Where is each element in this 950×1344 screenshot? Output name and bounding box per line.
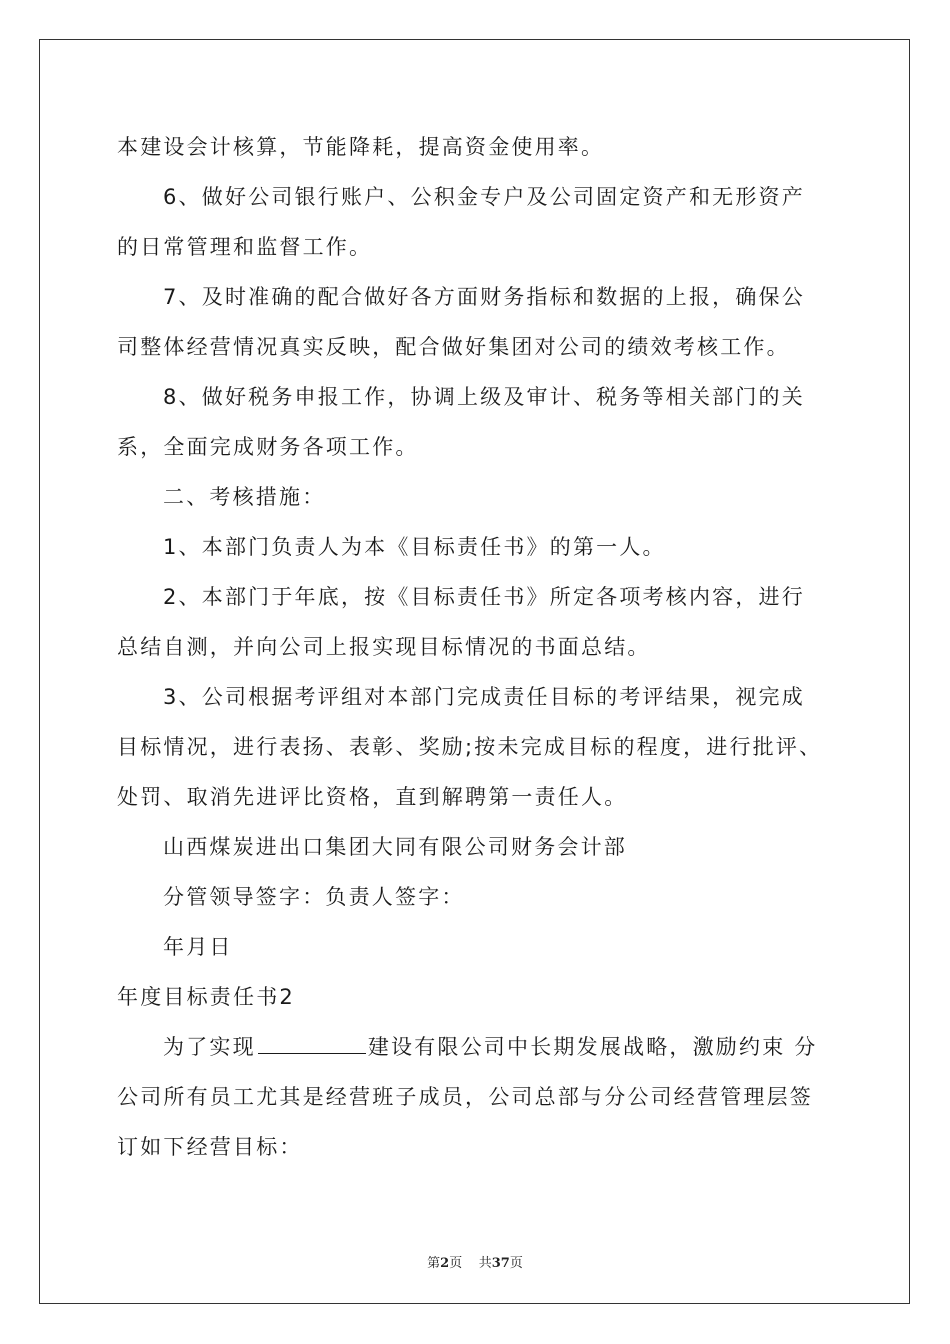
fill-in-blank <box>258 1033 366 1054</box>
footer-middle: 页 共 <box>449 1256 492 1271</box>
intro-prefix: 为了实现 <box>163 1035 256 1059</box>
signature-line: 分管领导签字：负责人签字： <box>163 885 465 909</box>
paragraph-line: 1、本部门负责人为本《目标责任书》的第一人。 <box>163 535 666 559</box>
paragraph-line <box>117 1022 839 1072</box>
document-title: 年度目标责任书2 <box>117 985 295 1009</box>
paragraph-line: 8、做好税务申报工作，协调上级及审计、税务等相关部门的关 <box>163 385 805 409</box>
date-line: 年月日 <box>163 935 233 959</box>
footer-suffix: 页 <box>509 1256 523 1271</box>
paragraph-line: 总结自测，并向公司上报实现目标情况的书面总结。 <box>117 635 651 659</box>
paragraph-line: 订如下经营目标： <box>117 1135 303 1159</box>
paragraph-line: 6、做好公司银行账户、公积金专户及公司固定资产和无形资产 <box>163 185 805 209</box>
footer-prefix: 第 <box>427 1256 441 1271</box>
paragraph-line: 公司所有员工尤其是经营班子成员，公司总部与分公司经营管理层签 <box>117 1085 813 1109</box>
paragraph-line: 2、本部门于年底，按《目标责任书》所定各项考核内容，进行 <box>163 585 805 609</box>
department-name: 山西煤炭进出口集团大同有限公司财务会计部 <box>163 835 627 859</box>
section-heading: 二、考核措施： <box>163 485 326 509</box>
paragraph-line: 3、公司根据考评组对本部门完成责任目标的考评结果，视完成 <box>163 685 805 709</box>
paragraph-line: 本建设会计核算，节能降耗，提高资金使用率。 <box>117 135 605 159</box>
total-page-count: 37 <box>491 1256 510 1271</box>
paragraph-line: 的日常管理和监督工作。 <box>117 235 373 259</box>
paragraph-line: 7、及时准确的配合做好各方面财务指标和数据的上报，确保公 <box>163 285 805 309</box>
document-body <box>117 122 839 1172</box>
paragraph-line: 目标情况，进行表扬、表彰、奖励;按未完成目标的程度，进行批评、 <box>117 735 823 759</box>
paragraph-line: 系，全面完成财务各项工作。 <box>117 435 419 459</box>
paragraph-line: 处罚、取消先进评比资格，直到解聘第一责任人。 <box>117 785 628 809</box>
page-footer <box>0 1252 950 1271</box>
intro-suffix: 建设有限公司中长期发展战略，激励约束 分 <box>367 1035 818 1059</box>
current-page-number: 2 <box>440 1256 450 1271</box>
paragraph-line: 司整体经营情况真实反映，配合做好集团对公司的绩效考核工作。 <box>117 335 790 359</box>
